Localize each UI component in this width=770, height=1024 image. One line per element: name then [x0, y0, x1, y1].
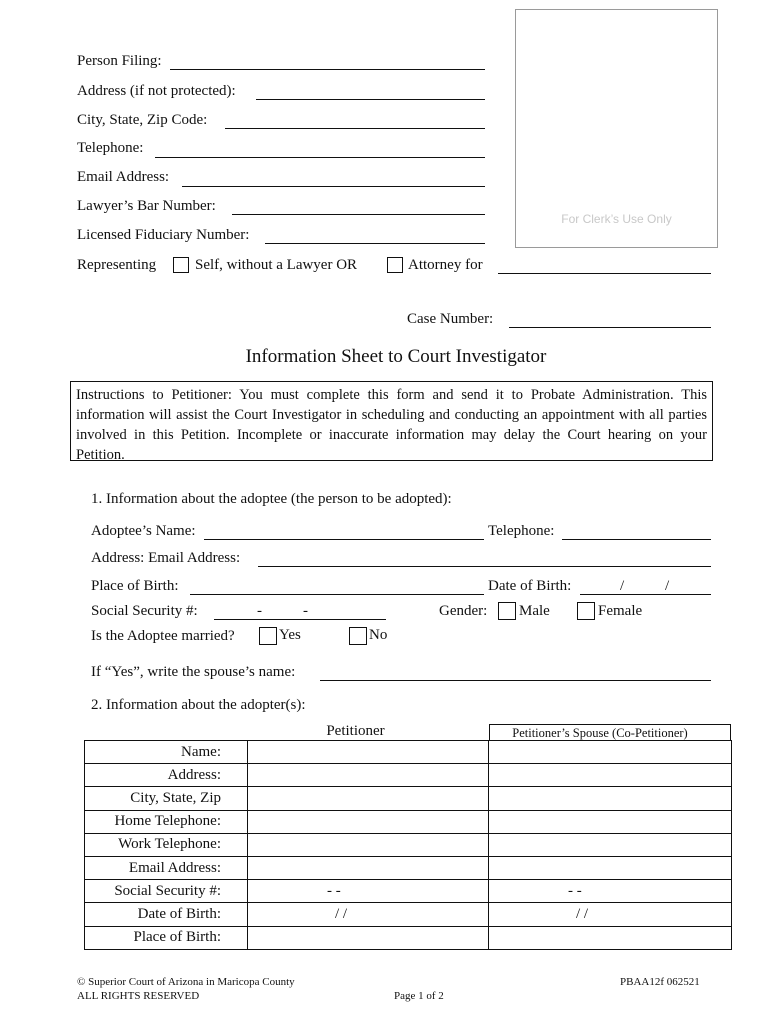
- male-label: Male: [519, 603, 550, 619]
- row-label: Date of Birth:: [85, 903, 248, 926]
- city-state-zip-label: City, State, Zip Code:: [77, 112, 208, 128]
- dob-separator-1: /: [620, 578, 625, 594]
- case-number-field[interactable]: [509, 327, 711, 328]
- spouse-name-field[interactable]: [320, 680, 711, 681]
- table-row: [85, 856, 732, 879]
- ssn-label: Social Security #:: [91, 603, 198, 619]
- spouse-header-cell: [489, 724, 731, 740]
- adoptee-address-field[interactable]: [258, 566, 711, 567]
- spouse-email-cell[interactable]: [489, 856, 732, 879]
- spouse-home-phone-cell[interactable]: [489, 810, 732, 833]
- adoptee-name-field[interactable]: [204, 539, 484, 540]
- petitioner-dob-cell[interactable]: [248, 903, 489, 926]
- female-label: Female: [598, 603, 643, 619]
- married-yes-checkbox[interactable]: [259, 627, 277, 645]
- spouse-name-cell[interactable]: [489, 741, 732, 764]
- instructions-text: Instructions to Petitioner: You must complete this form and send it to Probate Administration. This information will assist the Court Investigator in scheduling and conducting an appointment with all parties involved in this Petition. Incomplete or inaccurate information may delay the Court hearing on your Petition.: [76, 387, 707, 463]
- table-row: [85, 764, 732, 787]
- case-number-label: Case Number:: [407, 311, 494, 327]
- clerk-use-box: [515, 9, 718, 248]
- section1-heading: 1. Information about the adoptee (the person to be adopted):: [91, 491, 452, 507]
- address-label: Address (if not protected):: [77, 83, 236, 99]
- date-of-birth-label: Date of Birth:: [488, 578, 572, 594]
- date-of-birth-field[interactable]: [580, 594, 711, 595]
- row-label: Work Telephone:: [85, 833, 248, 856]
- fiduciary-number-field[interactable]: [265, 243, 485, 244]
- petitioner-name-cell[interactable]: [248, 741, 489, 764]
- spouse-work-phone-cell[interactable]: [489, 833, 732, 856]
- dob-separator-2: /: [665, 578, 670, 594]
- spouse-pob-cell[interactable]: [489, 926, 732, 949]
- spouse-dob-cell[interactable]: [489, 903, 732, 926]
- place-of-birth-field[interactable]: [190, 594, 484, 595]
- table-row: [85, 880, 732, 903]
- gender-label: Gender:: [439, 603, 488, 619]
- self-checkbox[interactable]: [173, 257, 189, 273]
- adopter-table: [84, 740, 732, 950]
- row-label: Name:: [85, 741, 248, 764]
- petitioner-city-cell[interactable]: [248, 787, 489, 810]
- ssn-separator-2: -: [303, 603, 308, 619]
- petitioner-ssn-cell[interactable]: [248, 880, 489, 903]
- row-label: City, State, Zip: [85, 787, 248, 810]
- adoptee-address-label: Address: Email Address:: [91, 550, 241, 566]
- page-number: Page 1 of 2: [394, 990, 444, 1002]
- male-checkbox[interactable]: [498, 602, 516, 620]
- row-label: Social Security #:: [85, 880, 248, 903]
- row-label: Email Address:: [85, 856, 248, 879]
- petitioner-column-header: Petitioner: [326, 723, 385, 739]
- spouse-dob-format: / /: [576, 906, 589, 922]
- row-label: Place of Birth:: [85, 926, 248, 949]
- form-title: Information Sheet to Court Investigator: [245, 346, 547, 367]
- table-row: [85, 741, 732, 764]
- clerk-use-label: For Clerk’s Use Only: [561, 212, 672, 226]
- married-no-label: No: [369, 627, 388, 643]
- telephone-field[interactable]: [155, 157, 485, 158]
- representing-label: Representing: [77, 257, 157, 273]
- attorney-for-field[interactable]: [498, 273, 711, 274]
- spouse-ssn-format: - -: [568, 883, 582, 899]
- attorney-checkbox[interactable]: [387, 257, 403, 273]
- person-filing-field[interactable]: [170, 69, 485, 70]
- row-label: Home Telephone:: [85, 810, 248, 833]
- spouse-city-cell[interactable]: [489, 787, 732, 810]
- married-yes-label: Yes: [279, 627, 301, 643]
- attorney-option-label: Attorney for: [408, 257, 483, 273]
- address-field[interactable]: [256, 99, 485, 100]
- table-row: [85, 787, 732, 810]
- section2-heading: 2. Information about the adopter(s):: [91, 697, 306, 713]
- instructions-box: [70, 381, 713, 461]
- rights-text: ALL RIGHTS RESERVED: [77, 990, 200, 1002]
- email-field[interactable]: [182, 186, 485, 187]
- petitioner-email-cell[interactable]: [248, 856, 489, 879]
- self-option-label: Self, without a Lawyer OR: [195, 257, 358, 273]
- table-row: [85, 833, 732, 856]
- female-checkbox[interactable]: [577, 602, 595, 620]
- form-code: PBAA12f 062521: [620, 976, 700, 988]
- table-row: [85, 903, 732, 926]
- petitioner-ssn-format: - -: [327, 883, 341, 899]
- petitioner-pob-cell[interactable]: [248, 926, 489, 949]
- petitioner-home-phone-cell[interactable]: [248, 810, 489, 833]
- place-of-birth-label: Place of Birth:: [91, 578, 179, 594]
- ssn-separator-1: -: [257, 603, 262, 619]
- adoptee-telephone-label: Telephone:: [488, 523, 555, 539]
- fiduciary-number-label: Licensed Fiduciary Number:: [77, 227, 250, 243]
- spouse-address-cell[interactable]: [489, 764, 732, 787]
- telephone-label: Telephone:: [77, 140, 144, 156]
- spouse-name-label: If “Yes”, write the spouse’s name:: [91, 664, 296, 680]
- city-state-zip-field[interactable]: [225, 128, 485, 129]
- bar-number-field[interactable]: [232, 214, 485, 215]
- table-row: [85, 810, 732, 833]
- copyright-text: © Superior Court of Arizona in Maricopa County: [77, 976, 295, 988]
- row-label: Address:: [85, 764, 248, 787]
- spouse-ssn-cell[interactable]: [489, 880, 732, 903]
- email-label: Email Address:: [77, 169, 170, 185]
- married-no-checkbox[interactable]: [349, 627, 367, 645]
- table-row: [85, 926, 732, 949]
- adoptee-telephone-field[interactable]: [562, 539, 711, 540]
- bar-number-label: Lawyer’s Bar Number:: [77, 198, 216, 214]
- ssn-field[interactable]: [214, 619, 386, 620]
- petitioner-work-phone-cell[interactable]: [248, 833, 489, 856]
- person-filing-label: Person Filing:: [77, 53, 162, 69]
- spouse-column-header: Petitioner’s Spouse (Co-Petitioner): [512, 726, 688, 740]
- married-label: Is the Adoptee married?: [91, 628, 235, 644]
- adoptee-name-label: Adoptee’s Name:: [91, 523, 196, 539]
- petitioner-address-cell[interactable]: [248, 764, 489, 787]
- petitioner-dob-format: / /: [335, 906, 348, 922]
